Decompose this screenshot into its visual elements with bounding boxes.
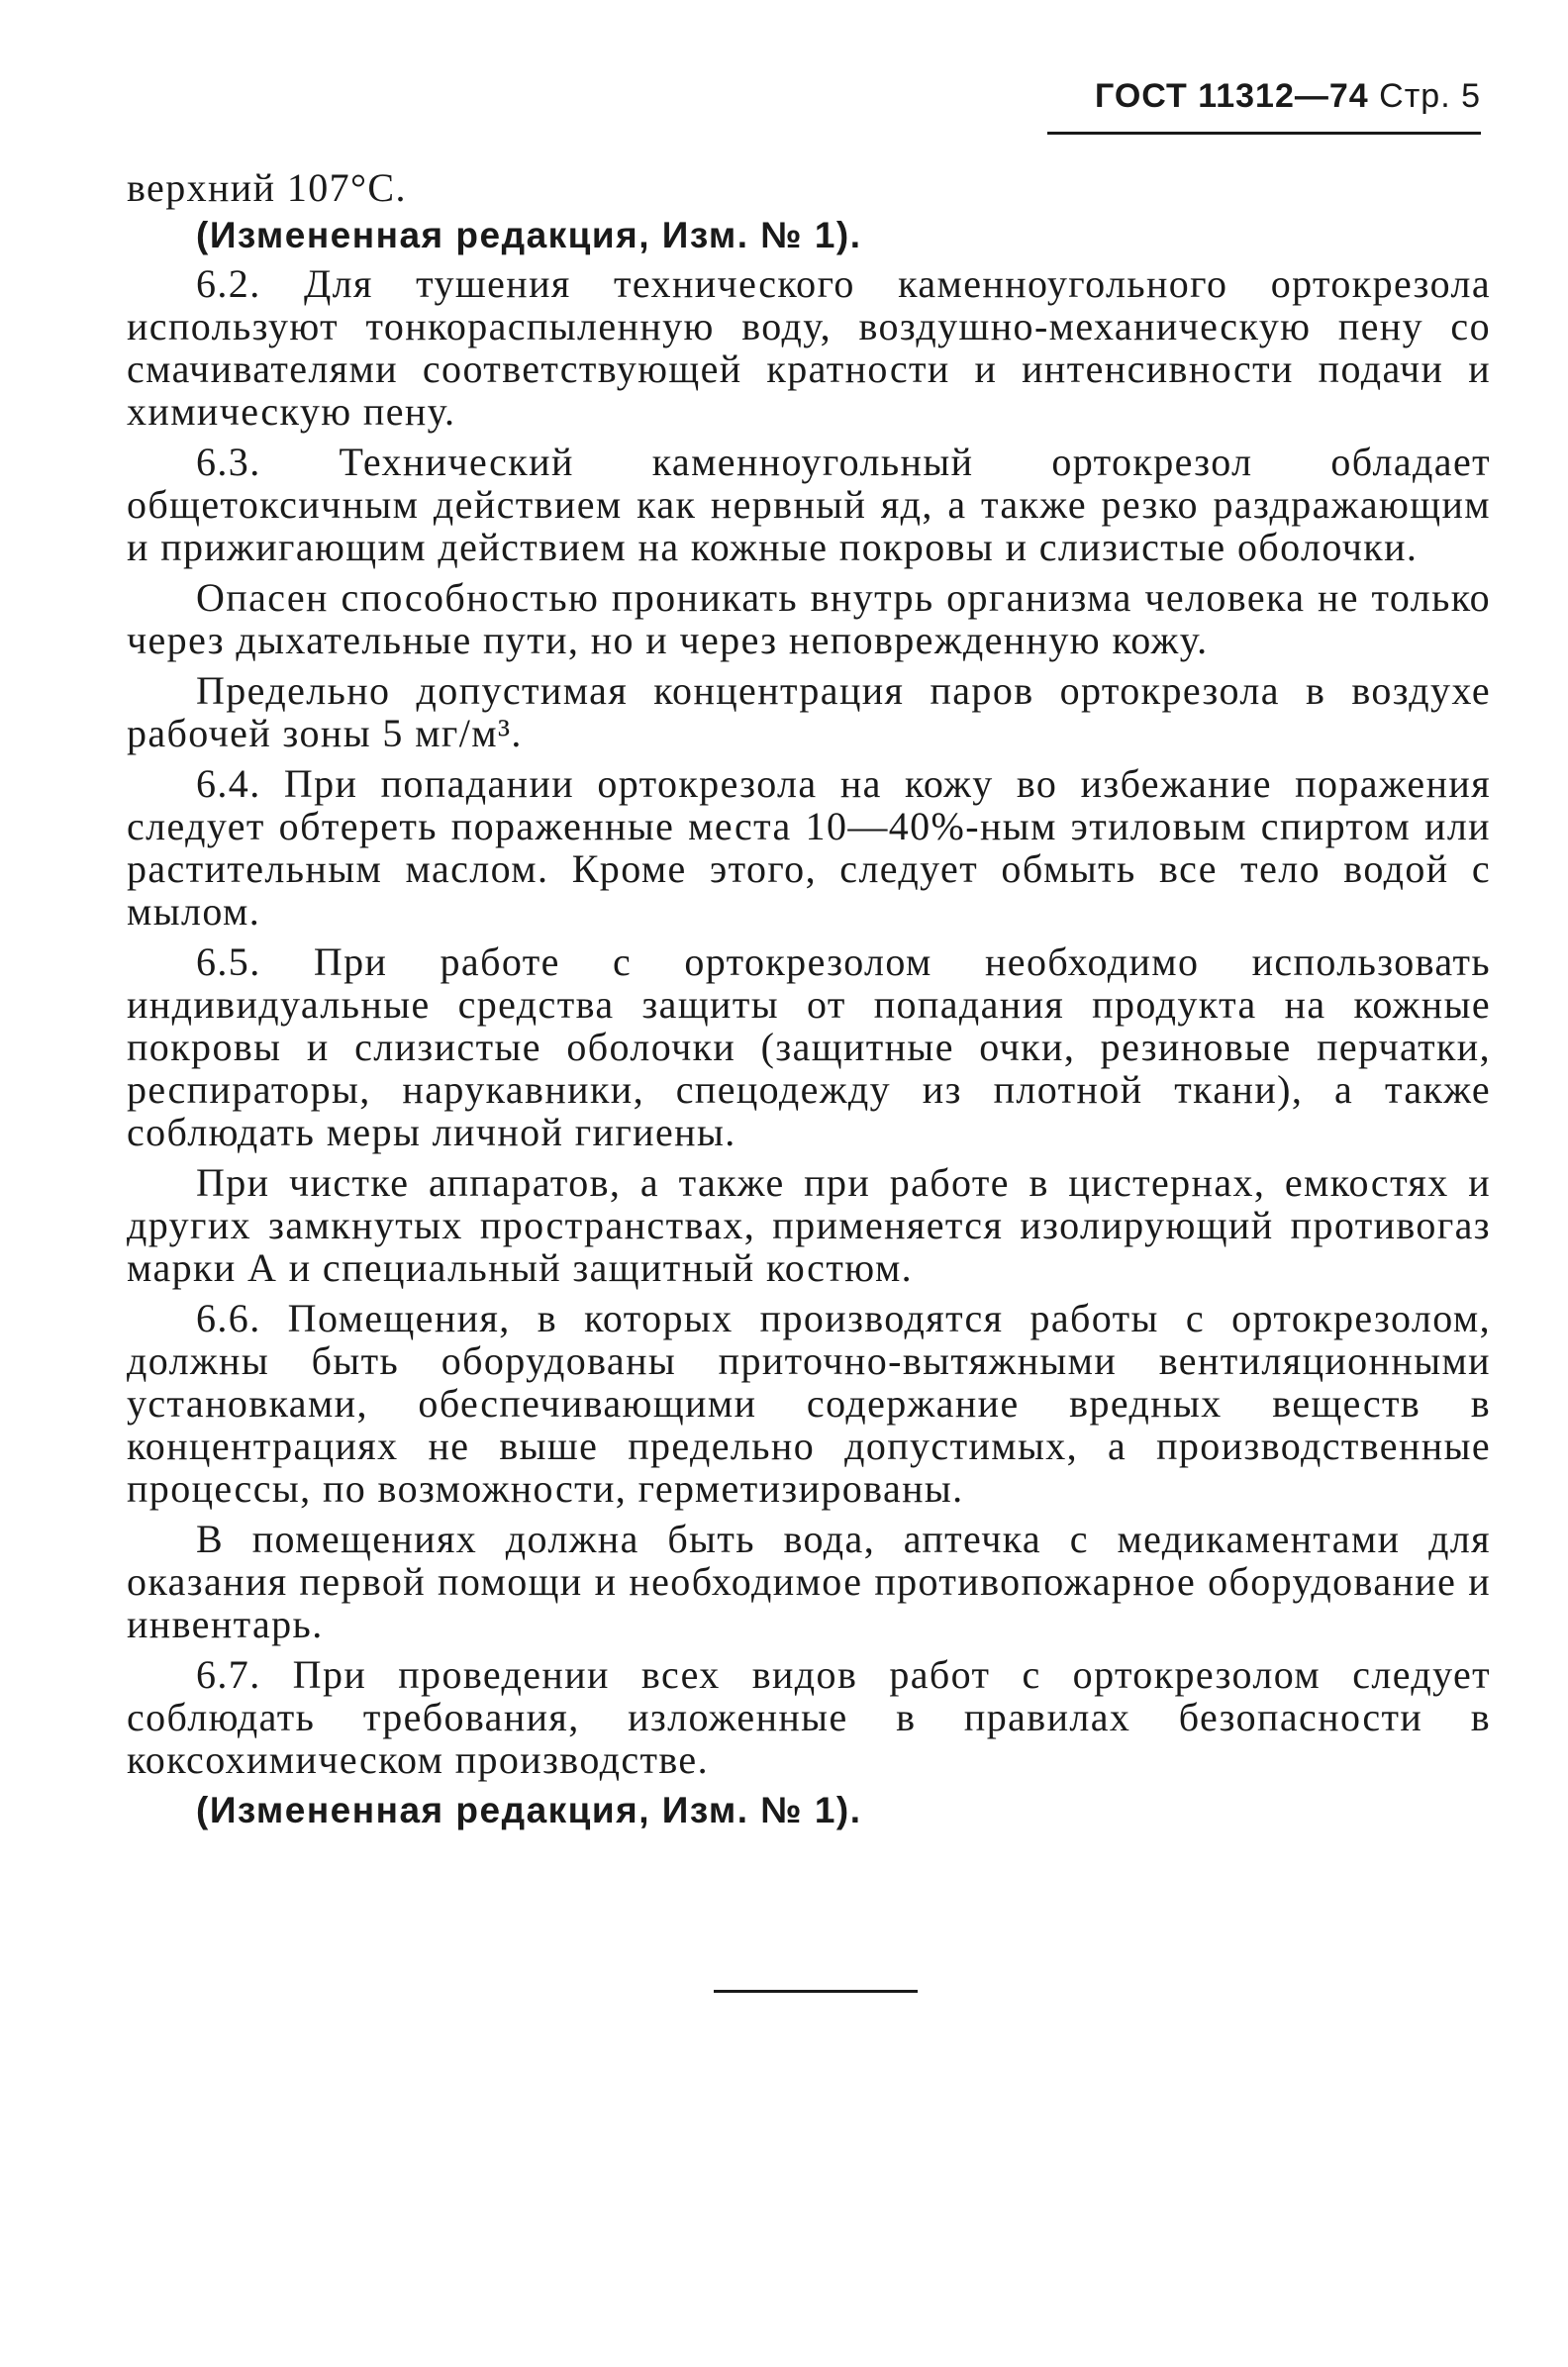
body-text [127, 166, 1491, 1837]
paragraph-6-2: 6.2. Для тушения технического каменноугольного ортокрезола используют тонкораспыленную воду, воздушно-механическую пену со смачивателями соответствующей кратности и интенсивности подачи и химическую пену. [127, 261, 1491, 434]
paragraph-cleaning: При чистке аппаратов, а также при работе в цистернах, емкостях и других замкнутых пространствах, применяется изолирующий противогаз марки А и специальный защитный костюм. [127, 1160, 1491, 1290]
paragraph-6-7: 6.7. При проведении всех видов работ с ортокрезолом следует соблюдать требования, изложенные в правилах безопасности в коксохимическом производстве. [127, 1652, 1491, 1782]
paragraph-6-3: 6.3. Технический каменноугольный ортокрезол обладает общетоксичным действием как нервный яд, а также резко раздражающим и прижигающим действием на кожные покровы и слизистые оболочки. [127, 440, 1491, 569]
paragraph-first-aid: В помещениях должна быть вода, аптечка с медикаментами для оказания первой помощи и необходимое противопожарное оборудование и инвентарь. [127, 1517, 1491, 1646]
page-number: Стр. 5 [1379, 77, 1481, 115]
paragraph-concentration-limit: Предельно допустимая концентрация паров ортокрезола в воздухе рабочей зоны 5 мг/м³. [127, 668, 1491, 755]
amendment-note: (Измененная редакция, Изм. № 1). [196, 215, 862, 255]
amendment-note-final: (Измененная редакция, Изм. № 1). [196, 1790, 862, 1830]
end-of-text-rule [714, 1990, 918, 1993]
page-header [1045, 77, 1481, 116]
paragraph-6-6: 6.6. Помещения, в которых производятся работы с ортокрезолом, должны быть оборудованы приточно-вытяжными вентиляционными установками, обеспечивающими содержание вредных веществ в концентрациях не выше предельно допустимых, а производственные процессы, по возможности, герметизированы. [127, 1296, 1491, 1511]
paragraph-6-5: 6.5. При работе с ортокрезолом необходимо использовать индивидуальные средства защиты от попадания продукта на кожные покровы и слизистые оболочки (защитные очки, резиновые перчатки, респираторы, нарукавники, спецодежду из плотной ткани), а также соблюдать меры личной гигиены. [127, 939, 1491, 1154]
paragraph-hazard: Опасен способностью проникать внутрь организма человека не только через дыхательные пути, но и через неповрежденную кожу. [127, 575, 1491, 662]
continuation-text: верхний 107°С. [127, 165, 407, 210]
paragraph-6-4: 6.4. При попадании ортокрезола на кожу во избежание поражения следует обтереть пораженные места 10—40%-ным этиловым спиртом или растительным маслом. Кроме этого, следует обмыть все тело водой с мылом. [127, 761, 1491, 934]
standard-number: ГОСТ 11312—74 [1095, 77, 1369, 115]
header-rule [1047, 132, 1481, 135]
